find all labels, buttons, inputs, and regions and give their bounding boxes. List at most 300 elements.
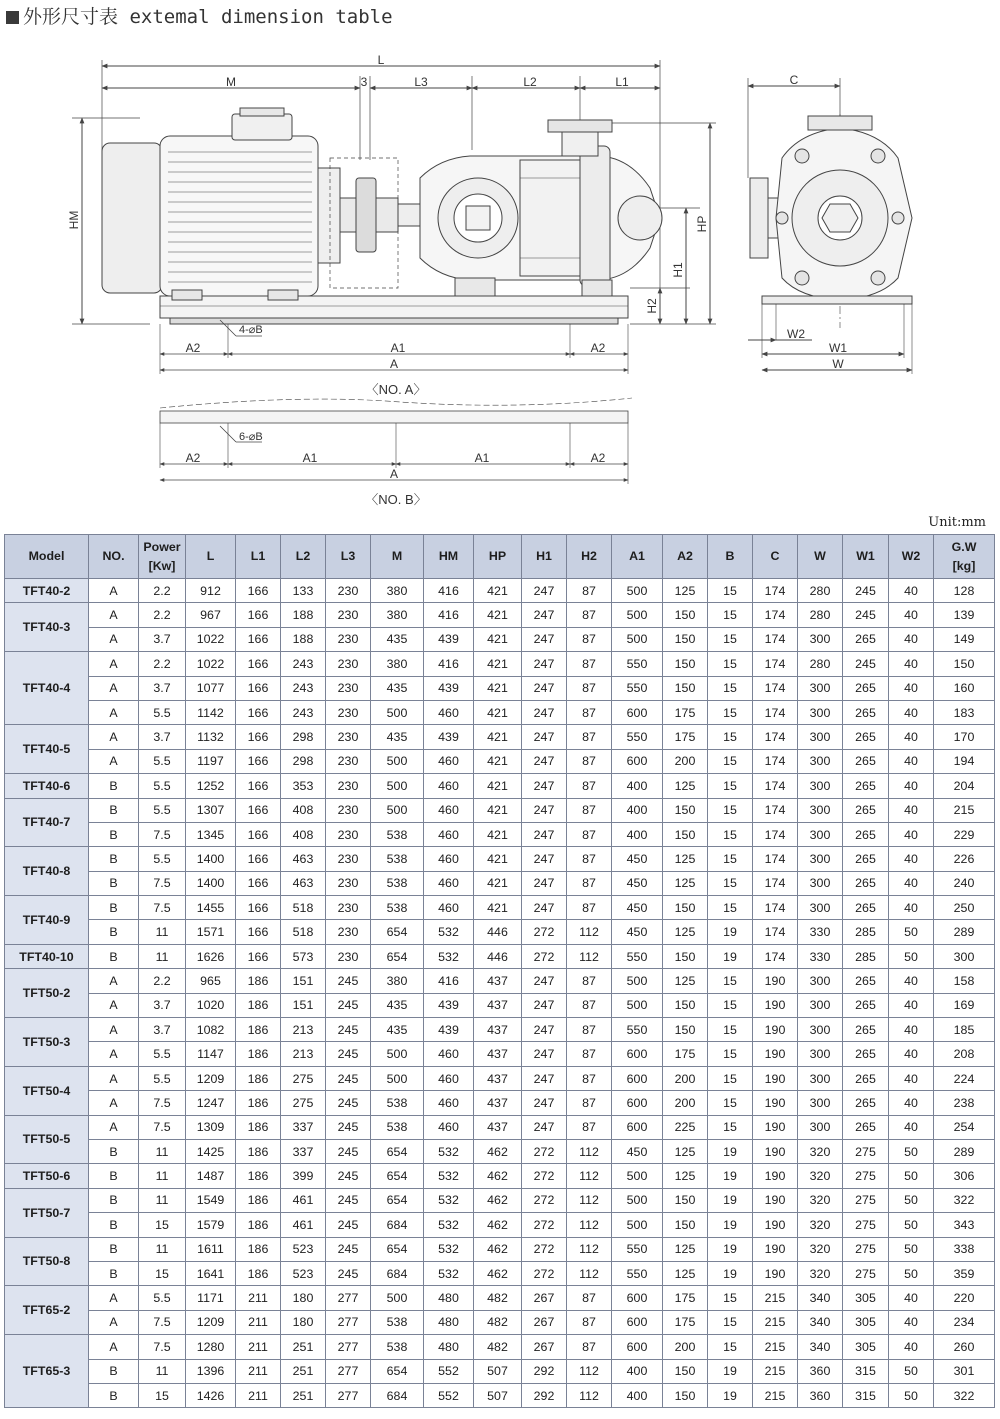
table-cell: 523 — [281, 1261, 326, 1285]
table-cell: 87 — [567, 725, 612, 749]
table-cell: 267 — [522, 1335, 567, 1359]
table-cell: 112 — [567, 920, 612, 944]
table-cell: 213 — [281, 1018, 326, 1042]
table-cell: 247 — [522, 798, 567, 822]
table-row — [5, 1115, 995, 1139]
table-cell: 380 — [371, 969, 424, 993]
table-cell: 1020 — [186, 993, 236, 1017]
table-cell: 460 — [424, 1115, 474, 1139]
table-cell: 19 — [708, 1188, 753, 1212]
column-header: NO. — [89, 535, 139, 579]
table-cell: A — [89, 1091, 139, 1115]
table-row — [5, 676, 995, 700]
table-cell: 158 — [934, 969, 995, 993]
table-cell: 247 — [522, 652, 567, 676]
table-cell: 174 — [753, 603, 798, 627]
table-cell: 175 — [663, 1286, 708, 1310]
table-cell: 7.5 — [139, 1115, 186, 1139]
label-A1-right-b: A1 — [474, 451, 490, 465]
table-cell: 190 — [753, 1261, 798, 1285]
table-cell: 200 — [663, 1066, 708, 1090]
table-cell: 500 — [371, 1286, 424, 1310]
table-cell: 1425 — [186, 1139, 236, 1163]
table-cell: B — [89, 1213, 139, 1237]
table-cell: 5.5 — [139, 798, 186, 822]
table-cell: 265 — [843, 725, 889, 749]
table-cell: 437 — [474, 1115, 522, 1139]
table-cell: 3.7 — [139, 725, 186, 749]
table-cell: 1022 — [186, 652, 236, 676]
table-cell: 247 — [522, 749, 567, 773]
table-cell: 460 — [424, 896, 474, 920]
table-cell: 277 — [326, 1359, 371, 1383]
table-cell: 1426 — [186, 1383, 236, 1407]
table-cell: 87 — [567, 603, 612, 627]
table-cell: 322 — [934, 1188, 995, 1212]
table-cell: 125 — [663, 579, 708, 603]
table-cell: 437 — [474, 1066, 522, 1090]
table-cell: 265 — [843, 993, 889, 1017]
table-cell: 7.5 — [139, 1091, 186, 1115]
table-cell: 230 — [326, 847, 371, 871]
table-cell: 186 — [236, 993, 281, 1017]
table-cell: 267 — [522, 1310, 567, 1334]
table-cell: 7.5 — [139, 1335, 186, 1359]
model-cell: TFT50-6 — [5, 1164, 89, 1188]
table-cell: 275 — [843, 1213, 889, 1237]
table-cell: 125 — [663, 969, 708, 993]
table-cell: 174 — [753, 944, 798, 968]
column-header: H1 — [522, 535, 567, 579]
table-cell: 166 — [236, 603, 281, 627]
table-cell: 50 — [889, 1139, 934, 1163]
column-header: L — [186, 535, 236, 579]
label-A2-left-b: A2 — [185, 451, 201, 465]
table-cell: 190 — [753, 993, 798, 1017]
column-header: HM — [424, 535, 474, 579]
table-cell: 125 — [663, 1237, 708, 1261]
table-cell: 190 — [753, 1018, 798, 1042]
table-cell: 500 — [371, 798, 424, 822]
table-cell: 245 — [326, 1066, 371, 1090]
table-cell: 600 — [612, 1335, 663, 1359]
table-cell: 186 — [236, 1115, 281, 1139]
table-cell: 238 — [934, 1091, 995, 1115]
table-cell: 112 — [567, 1237, 612, 1261]
table-cell: 87 — [567, 896, 612, 920]
table-cell: 11 — [139, 944, 186, 968]
table-row — [5, 798, 995, 822]
table-cell: 538 — [371, 1310, 424, 1334]
table-cell: 87 — [567, 798, 612, 822]
table-cell: 40 — [889, 700, 934, 724]
table-cell: 967 — [186, 603, 236, 627]
table-cell: 15 — [708, 579, 753, 603]
table-cell: 11 — [139, 1139, 186, 1163]
table-cell: 150 — [934, 652, 995, 676]
table-cell: 265 — [843, 1018, 889, 1042]
table-cell: 245 — [326, 1091, 371, 1115]
table-cell: 240 — [934, 871, 995, 895]
table-cell: 450 — [612, 896, 663, 920]
table-cell: 15 — [708, 676, 753, 700]
table-cell: 265 — [843, 1091, 889, 1115]
table-cell: 243 — [281, 700, 326, 724]
table-cell: 416 — [424, 603, 474, 627]
table-cell: 40 — [889, 1018, 934, 1042]
table-cell: 460 — [424, 774, 474, 798]
table-cell: 300 — [798, 749, 843, 773]
model-cell: TFT50-4 — [5, 1066, 89, 1115]
table-cell: 265 — [843, 774, 889, 798]
table-cell: 538 — [371, 822, 424, 846]
table-cell: 1077 — [186, 676, 236, 700]
table-cell: 225 — [663, 1115, 708, 1139]
table-cell: 254 — [934, 1115, 995, 1139]
table-cell: 408 — [281, 798, 326, 822]
table-cell: 292 — [522, 1359, 567, 1383]
table-cell: 230 — [326, 652, 371, 676]
table-cell: 245 — [843, 652, 889, 676]
caption-no-b: 〈NO. B〉 — [365, 492, 427, 507]
table-cell: 188 — [281, 603, 326, 627]
table-cell: 416 — [424, 579, 474, 603]
table-cell: 482 — [474, 1310, 522, 1334]
table-cell: 550 — [612, 725, 663, 749]
table-cell: 250 — [934, 896, 995, 920]
table-cell: 460 — [424, 749, 474, 773]
table-cell: 5.5 — [139, 847, 186, 871]
label-C: C — [789, 73, 799, 87]
table-row — [5, 1286, 995, 1310]
table-cell: 230 — [326, 822, 371, 846]
table-cell: 50 — [889, 1359, 934, 1383]
table-cell: 421 — [474, 749, 522, 773]
table-cell: 460 — [424, 1066, 474, 1090]
model-cell: TFT50-7 — [5, 1188, 89, 1237]
table-cell: 265 — [843, 896, 889, 920]
table-cell: 185 — [934, 1018, 995, 1042]
label-A-b: A — [389, 467, 399, 481]
table-cell: 245 — [326, 969, 371, 993]
table-cell: 300 — [798, 993, 843, 1017]
table-cell: 421 — [474, 822, 522, 846]
table-cell: 247 — [522, 847, 567, 871]
table-cell: 166 — [236, 871, 281, 895]
label-W2: W2 — [787, 327, 805, 341]
table-cell: 15 — [708, 896, 753, 920]
model-cell: TFT40-7 — [5, 798, 89, 847]
table-cell: 300 — [798, 676, 843, 700]
table-cell: 87 — [567, 1018, 612, 1042]
table-row — [5, 1042, 995, 1066]
table-row — [5, 1383, 995, 1407]
table-cell: 15 — [708, 725, 753, 749]
table-cell: B — [89, 1261, 139, 1285]
table-cell: 190 — [753, 1139, 798, 1163]
table-cell: 1579 — [186, 1213, 236, 1237]
table-cell: 500 — [612, 1164, 663, 1188]
table-cell: 215 — [753, 1359, 798, 1383]
table-cell: 190 — [753, 1237, 798, 1261]
table-cell: 421 — [474, 774, 522, 798]
table-cell: 40 — [889, 1091, 934, 1115]
table-cell: 186 — [236, 1139, 281, 1163]
table-cell: 186 — [236, 1164, 281, 1188]
table-cell: A — [89, 1018, 139, 1042]
table-cell: 15 — [139, 1383, 186, 1407]
table-cell: 1345 — [186, 822, 236, 846]
table-cell: A — [89, 993, 139, 1017]
table-cell: 166 — [236, 822, 281, 846]
caption-no-a: 〈NO. A〉 — [365, 382, 427, 397]
table-cell: 188 — [281, 627, 326, 651]
table-cell: 50 — [889, 944, 934, 968]
table-cell: 186 — [236, 969, 281, 993]
column-header: H2 — [567, 535, 612, 579]
table-cell: 247 — [522, 676, 567, 700]
table-cell: 247 — [522, 603, 567, 627]
table-cell: 275 — [843, 1261, 889, 1285]
table-cell: 11 — [139, 1188, 186, 1212]
table-cell: 538 — [371, 896, 424, 920]
table-cell: 400 — [612, 822, 663, 846]
table-cell: 2.2 — [139, 652, 186, 676]
table-cell: 190 — [753, 1042, 798, 1066]
table-cell: 150 — [663, 1188, 708, 1212]
table-cell: B — [89, 1139, 139, 1163]
table-cell: 247 — [522, 1018, 567, 1042]
table-cell: 654 — [371, 1164, 424, 1188]
table-cell: 500 — [612, 969, 663, 993]
table-cell: 215 — [753, 1286, 798, 1310]
table-cell: 174 — [753, 627, 798, 651]
table-cell: 112 — [567, 1213, 612, 1237]
table-cell: 215 — [753, 1383, 798, 1407]
table-cell: 186 — [236, 1237, 281, 1261]
table-cell: 320 — [798, 1213, 843, 1237]
table-cell: 175 — [663, 700, 708, 724]
table-cell: 166 — [236, 920, 281, 944]
table-cell: 11 — [139, 1164, 186, 1188]
table-cell: 87 — [567, 1066, 612, 1090]
table-cell: 230 — [326, 896, 371, 920]
table-cell: 380 — [371, 579, 424, 603]
table-cell: 300 — [798, 1066, 843, 1090]
table-cell: 166 — [236, 798, 281, 822]
table-cell: 19 — [708, 1164, 753, 1188]
table-cell: 166 — [236, 749, 281, 773]
table-cell: 306 — [934, 1164, 995, 1188]
table-cell: 174 — [753, 847, 798, 871]
table-cell: 552 — [424, 1359, 474, 1383]
table-cell: 435 — [371, 993, 424, 1017]
table-cell: 300 — [798, 627, 843, 651]
table-cell: 245 — [326, 1188, 371, 1212]
table-cell: 421 — [474, 700, 522, 724]
table-cell: 1132 — [186, 725, 236, 749]
label-W1: W1 — [829, 341, 847, 355]
table-cell: 40 — [889, 798, 934, 822]
table-cell: 139 — [934, 603, 995, 627]
model-cell: TFT40-8 — [5, 847, 89, 896]
table-cell: 190 — [753, 1213, 798, 1237]
label-A2-left-a: A2 — [185, 341, 201, 355]
table-cell: A — [89, 652, 139, 676]
table-cell: 538 — [371, 1335, 424, 1359]
table-cell: 280 — [798, 579, 843, 603]
table-cell: A — [89, 1115, 139, 1139]
table-cell: 230 — [326, 603, 371, 627]
table-cell: 87 — [567, 579, 612, 603]
table-cell: 183 — [934, 700, 995, 724]
table-cell: 5.5 — [139, 1066, 186, 1090]
table-cell: 87 — [567, 700, 612, 724]
table-cell: 150 — [663, 627, 708, 651]
table-cell: 552 — [424, 1383, 474, 1407]
table-cell: 204 — [934, 774, 995, 798]
table-cell: 285 — [843, 944, 889, 968]
table-cell: 320 — [798, 1164, 843, 1188]
table-cell: 247 — [522, 896, 567, 920]
table-cell: 169 — [934, 993, 995, 1017]
table-cell: 532 — [424, 1237, 474, 1261]
table-cell: 40 — [889, 749, 934, 773]
table-cell: 462 — [474, 1261, 522, 1285]
table-cell: 211 — [236, 1359, 281, 1383]
table-cell: 190 — [753, 1115, 798, 1139]
table-cell: 450 — [612, 920, 663, 944]
table-cell: 277 — [326, 1383, 371, 1407]
table-cell: 1082 — [186, 1018, 236, 1042]
table-cell: 353 — [281, 774, 326, 798]
label-H2: H2 — [645, 298, 659, 314]
table-cell: 1487 — [186, 1164, 236, 1188]
table-cell: 654 — [371, 1188, 424, 1212]
table-cell: 654 — [371, 944, 424, 968]
table-cell: 265 — [843, 627, 889, 651]
table-cell: 265 — [843, 969, 889, 993]
table-cell: B — [89, 920, 139, 944]
table-cell: 460 — [424, 1042, 474, 1066]
table-cell: 1549 — [186, 1188, 236, 1212]
table-cell: 247 — [522, 627, 567, 651]
table-cell: 400 — [612, 798, 663, 822]
table-cell: 40 — [889, 1066, 934, 1090]
table-row — [5, 1139, 995, 1163]
table-cell: 40 — [889, 1115, 934, 1139]
table-cell: 150 — [663, 603, 708, 627]
table-cell: 175 — [663, 1042, 708, 1066]
table-cell: 125 — [663, 1164, 708, 1188]
table-cell: 15 — [708, 1066, 753, 1090]
table-cell: 550 — [612, 652, 663, 676]
table-cell: 421 — [474, 798, 522, 822]
table-cell: 11 — [139, 1359, 186, 1383]
table-cell: 573 — [281, 944, 326, 968]
table-cell: 654 — [371, 1359, 424, 1383]
column-header: Power [Kw] — [139, 535, 186, 579]
table-cell: 272 — [522, 1237, 567, 1261]
table-cell: 211 — [236, 1310, 281, 1334]
table-cell: 125 — [663, 774, 708, 798]
table-cell: 400 — [612, 1359, 663, 1383]
table-cell: 40 — [889, 993, 934, 1017]
table-cell: 343 — [934, 1213, 995, 1237]
table-row — [5, 944, 995, 968]
table-cell: 174 — [753, 896, 798, 920]
table-cell: A — [89, 749, 139, 773]
table-cell: 437 — [474, 1042, 522, 1066]
table-cell: 265 — [843, 847, 889, 871]
table-cell: 1147 — [186, 1042, 236, 1066]
table-cell: 19 — [708, 1261, 753, 1285]
table-cell: 151 — [281, 993, 326, 1017]
table-cell: 277 — [326, 1310, 371, 1334]
table-cell: 247 — [522, 1091, 567, 1115]
table-cell: 40 — [889, 847, 934, 871]
table-cell: 133 — [281, 579, 326, 603]
table-row — [5, 579, 995, 603]
table-cell: 300 — [798, 774, 843, 798]
table-cell: 1247 — [186, 1091, 236, 1115]
table-cell: 437 — [474, 1091, 522, 1115]
table-cell: 40 — [889, 725, 934, 749]
table-cell: 40 — [889, 774, 934, 798]
table-cell: 300 — [798, 798, 843, 822]
table-cell: 1197 — [186, 749, 236, 773]
table-cell: A — [89, 579, 139, 603]
table-cell: 125 — [663, 1139, 708, 1163]
model-cell: TFT50-5 — [5, 1115, 89, 1164]
table-cell: 684 — [371, 1261, 424, 1285]
table-cell: 112 — [567, 1139, 612, 1163]
table-cell: 245 — [326, 993, 371, 1017]
table-header-row — [5, 535, 995, 579]
table-cell: 180 — [281, 1286, 326, 1310]
table-cell: 421 — [474, 627, 522, 651]
table-cell: 600 — [612, 700, 663, 724]
table-cell: 40 — [889, 652, 934, 676]
table-cell: 15 — [708, 993, 753, 1017]
table-cell: 320 — [798, 1139, 843, 1163]
table-cell: 507 — [474, 1359, 522, 1383]
table-cell: 1022 — [186, 627, 236, 651]
table-cell: 15 — [708, 1310, 753, 1334]
label-L3: L3 — [414, 75, 428, 89]
table-cell: 277 — [326, 1286, 371, 1310]
table-cell: 298 — [281, 749, 326, 773]
table-cell: 518 — [281, 896, 326, 920]
square-bullet-icon — [6, 11, 19, 24]
table-cell: 1309 — [186, 1115, 236, 1139]
table-cell: 7.5 — [139, 1310, 186, 1334]
table-cell: 150 — [663, 822, 708, 846]
table-cell: 460 — [424, 1091, 474, 1115]
table-cell: 462 — [474, 1164, 522, 1188]
table-cell: 245 — [326, 1042, 371, 1066]
table-cell: 247 — [522, 1115, 567, 1139]
model-cell: TFT50-8 — [5, 1237, 89, 1286]
table-cell: 265 — [843, 1115, 889, 1139]
table-cell: 213 — [281, 1042, 326, 1066]
table-cell: 87 — [567, 1115, 612, 1139]
table-cell: 550 — [612, 944, 663, 968]
table-cell: 243 — [281, 652, 326, 676]
table-cell: B — [89, 822, 139, 846]
table-cell: 1455 — [186, 896, 236, 920]
table-cell: 439 — [424, 676, 474, 700]
